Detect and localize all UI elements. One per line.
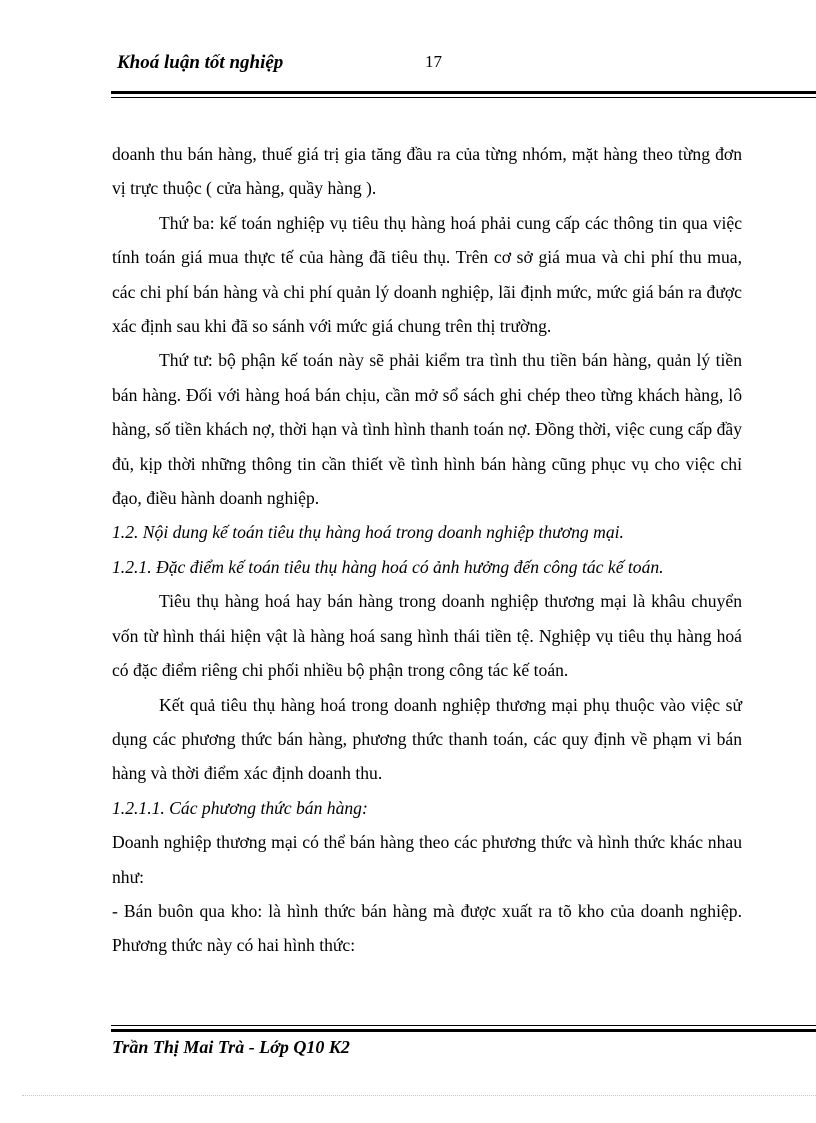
paragraph-ket-qua: Kết quả tiêu thụ hàng hoá trong doanh nghiệp thương mại phụ thuộc vào việc sử dụng các phương thức bán hàng, phương thức thanh toán, các quy định về phạm vi bán hàng và thời điểm xác định doanh thu. bbox=[112, 694, 742, 784]
page-number: 17 bbox=[425, 52, 442, 71]
footer-divider bbox=[111, 1025, 816, 1032]
paragraph-tieu-thu: Tiêu thụ hàng hoá hay bán hàng trong doanh nghiệp thương mại là khâu chuyển vốn từ hình thái hiện vật là hàng hoá sang hình thái tiền tệ. Nghiệp vụ tiêu thụ hàng hoá có đặc điểm riêng chi phối nhiều bộ phận trong công tác kế toán. bbox=[112, 591, 742, 681]
footer-author: Trần Thị Mai Trà - Lớp Q10 K2 bbox=[112, 1037, 350, 1057]
paragraph-thu-ba: Thứ ba: kế toán nghiệp vụ tiêu thụ hàng hoá phải cung cấp các thông tin qua việc tính toán giá mua thực tế của hàng đã tiêu thụ. Trên cơ sở giá mua và chi phí thu mua, các chi phí bán hàng và chi phí quản lý doanh nghiệp, lãi định mức, mức giá bán ra được xác định sau khi đã so sánh với mức giá chung trên thị trường. bbox=[112, 212, 742, 337]
section-heading-1-2-1-1: 1.2.1.1. Các phương thức bán hàng: bbox=[112, 797, 368, 818]
paragraph-thu-tu: Thứ tư: bộ phận kế toán này sẽ phải kiểm tra tình thu tiền bán hàng, quản lý tiền bán hàng. Đối với hàng hoá bán chịu, cần mở sổ sách ghi chép theo từng khách hàng, lô hàng, số tiền khách nợ, thời hạn và tình hình thanh toán nợ. Đồng thời, việc cung cấp đầy đủ, kịp thời những thông tin cần thiết về tình hình bán hàng cũng phục vụ cho việc chỉ đạo, điều hành doanh nghiệp. bbox=[112, 350, 742, 509]
header-title: Khoá luận tốt nghiệp bbox=[117, 52, 284, 73]
paragraph-ban-buon: - Bán buôn qua kho: là hình thức bán hàng mà được xuất ra tõ kho của doanh nghiệp. Phương thức này có hai hình thức: bbox=[112, 900, 742, 956]
document-body bbox=[112, 137, 742, 963]
header-divider bbox=[111, 91, 816, 98]
paragraph-doanh-nghiep: Doanh nghiệp thương mại có thể bán hàng theo các phương thức và hình thức khác nhau như: bbox=[112, 832, 742, 887]
section-heading-1-2-1: 1.2.1. Đặc điểm kế toán tiêu thụ hàng hoá có ảnh hưởng đến công tác kế toán. bbox=[112, 556, 664, 577]
page-bottom-dotted-line bbox=[22, 1095, 816, 1096]
section-heading-1-2: 1.2. Nội dung kế toán tiêu thụ hàng hoá trong doanh nghiệp thương mại. bbox=[112, 522, 624, 543]
paragraph-continuation: doanh thu bán hàng, thuế giá trị gia tăng đầu ra của từng nhóm, mặt hàng theo từng đơn vị trực thuộc ( cửa hàng, quầy hàng ). bbox=[112, 144, 742, 199]
